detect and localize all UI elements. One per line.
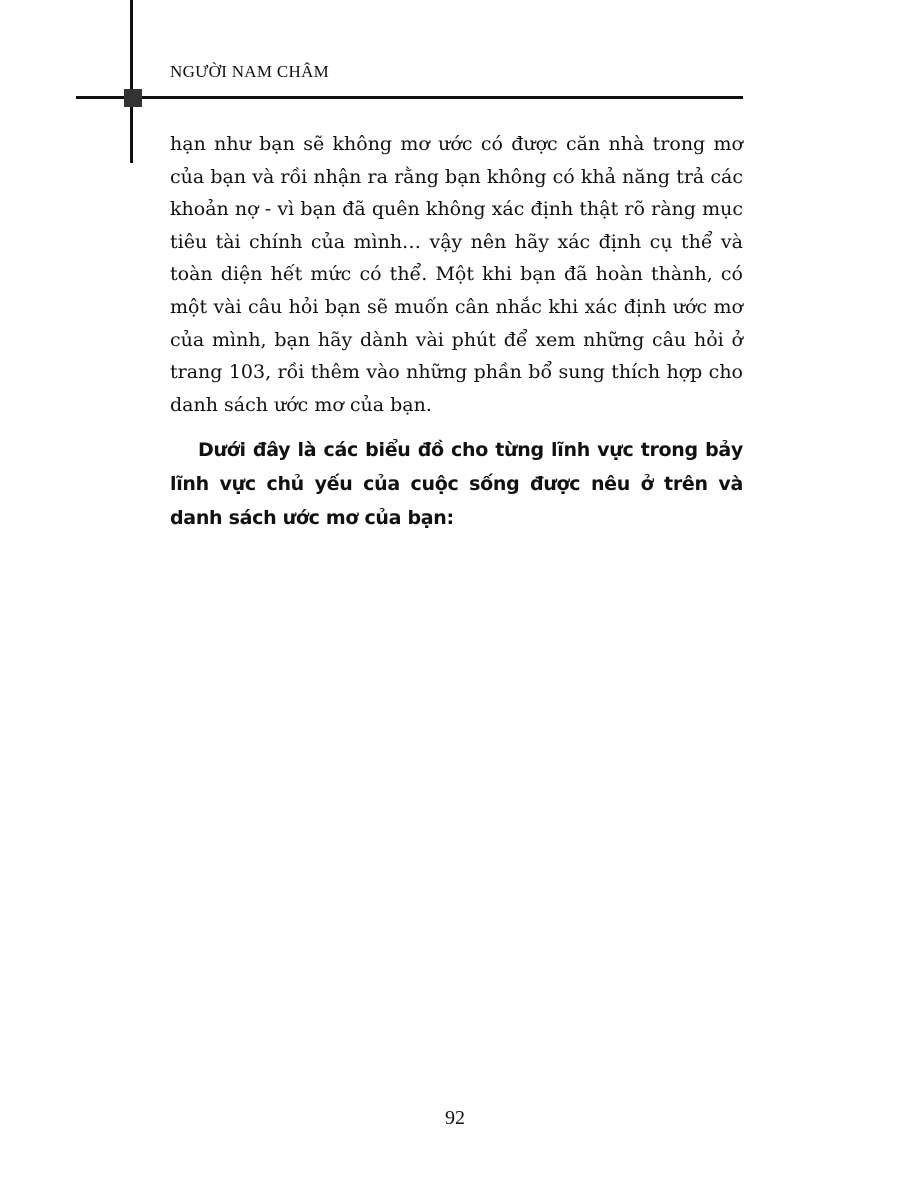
running-head: NGƯỜI NAM CHÂM xyxy=(170,62,330,81)
crop-mark-vertical xyxy=(130,0,133,163)
bold-paragraph: Dưới đây là các biểu đồ cho từng lĩnh vực trong bảy lĩnh vực chủ yếu của cuộc sống được nêu ở trên và danh sách ước mơ của bạn: xyxy=(170,439,743,529)
header-rule xyxy=(76,96,743,99)
body-paragraph: hạn như bạn sẽ không mơ ước có được căn nhà trong mơ của bạn và rồi nhận ra rằng bạn không có khả năng trả các khoản nợ - vì bạn đã quên không xác định thật rõ ràng mục tiêu tài chính của mình… vậy nên hãy xác định cụ thể và toàn diện hết mức có thể. Một khi bạn đã hoàn thành, có một vài câu hỏi bạn sẽ muốn cân nhắc khi xác định ước mơ của mình, bạn hãy dành vài phút để xem những câu hỏi ở trang 103, rồi thêm vào những phần bổ sung thích hợp cho danh sách ước mơ của bạn. xyxy=(170,133,743,416)
page-number: 92 xyxy=(445,1107,465,1129)
corner-square-ornament xyxy=(124,89,142,107)
